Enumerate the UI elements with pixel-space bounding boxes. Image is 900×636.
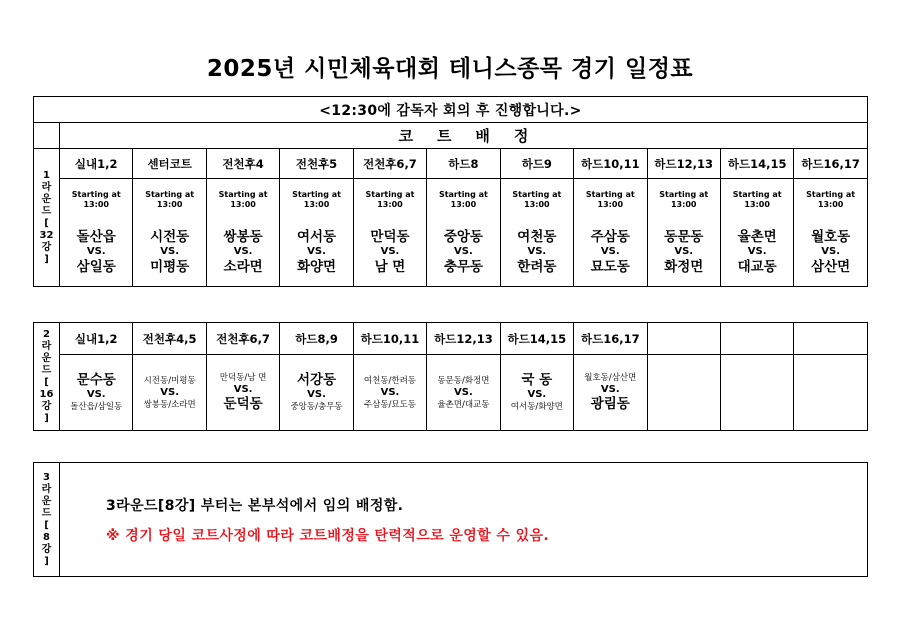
round2-court-name: 하드14,15 (500, 323, 573, 355)
vs-label: VS. (307, 245, 326, 257)
round2-match-slot (206, 355, 279, 431)
round1-match-slot (720, 179, 793, 287)
round2-label-char: 라 (41, 340, 52, 352)
round1-court-name: 센터코트 (133, 149, 206, 179)
round1-label-char: [ (44, 217, 49, 229)
team-a: 여천동/한려동 (363, 375, 417, 386)
start-label: Starting at (145, 189, 195, 199)
round2-court-name: 전천후4,5 (133, 323, 206, 355)
round1-match-slot (133, 179, 206, 287)
round1-label-char: 운 (41, 193, 52, 205)
start-time-value: 13:00 (156, 199, 183, 209)
round2-court-name: 하드12,13 (427, 323, 500, 355)
round1-court-name: 하드8 (427, 149, 500, 179)
round3-label-char: 3 (43, 471, 50, 483)
team-a: 서강동 (296, 372, 337, 388)
vs-label: VS. (454, 386, 473, 398)
team-a: 월호동 (811, 228, 851, 245)
round1-label-char: 32 (39, 229, 54, 241)
team-a: 돌산읍 (76, 228, 116, 245)
round1-court-name: 하드16,17 (794, 149, 868, 179)
notice-banner: <12:30에 감독자 회의 후 진행합니다.> (34, 97, 868, 123)
start-time-value: 13:00 (377, 199, 403, 209)
round2-match-slot (574, 355, 647, 431)
start-label: Starting at (585, 189, 635, 199)
round2-match-slot (720, 355, 793, 431)
team-a: 문수동 (76, 372, 116, 388)
team-a: 율촌면 (737, 228, 777, 245)
court-flexibility-warning: ※ 경기 당일 코트사정에 따라 코트배정을 탄력적으로 운영할 수 있음. (106, 527, 550, 544)
team-b: 묘도동 (590, 258, 630, 275)
team-a: 여서동 (296, 228, 337, 245)
start-label: Starting at (659, 189, 709, 199)
round1-match-slot (500, 179, 573, 287)
round2-court-name: 하드8,9 (280, 323, 353, 355)
round2-match-slot (500, 355, 573, 431)
round1-label-char: 드 (41, 205, 52, 217)
round2-label-char: 드 (41, 364, 52, 376)
team-b: 쌍봉동/소라면 (143, 399, 196, 410)
round1-court-name: 실내1,2 (60, 149, 133, 179)
start-time (649, 190, 719, 210)
round2-label-char: 강 (41, 400, 52, 412)
round1-court-row (34, 149, 868, 179)
team-b: 둔덕동 (223, 396, 263, 412)
team-b: 화양면 (296, 258, 337, 275)
team-b: 여서동/화양면 (510, 402, 563, 412)
start-label: Starting at (438, 189, 488, 199)
team-a: 동문동 (664, 228, 704, 245)
round2-match-slot (280, 355, 353, 431)
start-time (355, 190, 425, 210)
team-b: 돌산읍/삼일동 (70, 402, 123, 412)
start-time-value: 13:00 (597, 199, 624, 209)
round1-court-name: 전천후5 (280, 149, 353, 179)
round1-label-char: 강 (41, 241, 52, 253)
team-a: 월호동/삼산면 (584, 373, 637, 383)
vs-label: VS. (527, 245, 547, 257)
round2-court-name (794, 323, 867, 355)
start-time (134, 190, 204, 210)
team-b: 삼산면 (811, 258, 851, 275)
round1-label (34, 149, 60, 287)
team-a: 만덕동/남 면 (219, 373, 267, 383)
vs-label: VS. (600, 245, 620, 257)
vs-label: VS. (821, 245, 840, 257)
round2-court-name: 전천후6,7 (206, 323, 279, 355)
vs-label: VS. (86, 245, 106, 257)
team-b: 대교동 (737, 258, 777, 275)
round3-label-char: 드 (41, 507, 52, 519)
team-b: 충무동 (443, 258, 483, 275)
team-a: 동문동/화정면 (437, 375, 490, 386)
start-label: Starting at (806, 189, 856, 199)
page-title: 2025년 시민체육대회 테니스종목 경기 일정표 (206, 56, 694, 82)
round2-label-char: ] (44, 412, 49, 424)
team-b: 화정면 (664, 258, 704, 275)
round3-label-char: 8 (43, 531, 50, 543)
round2-schedule-table (33, 322, 868, 431)
round2-match-slot (427, 355, 500, 431)
vs-label: VS. (160, 245, 180, 257)
team-a: 만덕동 (370, 228, 410, 245)
team-a: 시전동/미평동 (143, 375, 196, 386)
court-assignment-header: 코트배정 (60, 123, 868, 149)
round1-match-slot (280, 179, 353, 287)
round2-label-char: 운 (41, 352, 52, 364)
vs-label: VS. (307, 389, 326, 400)
round1-label-char: 1 (43, 169, 50, 181)
vs-label: VS. (380, 245, 400, 257)
team-a: 여천동 (517, 228, 557, 245)
team-b: 중앙동/충무동 (290, 402, 343, 412)
round2-court-name: 하드16,17 (574, 323, 647, 355)
start-time-value: 13:00 (524, 199, 550, 209)
round1-court-name: 하드10,11 (574, 149, 647, 179)
team-a: 중앙동 (443, 228, 483, 245)
start-label: Starting at (365, 189, 415, 199)
start-time-value: 13:00 (83, 199, 109, 209)
round3-schedule-table (33, 462, 868, 577)
team-b: 삼일동 (76, 258, 116, 275)
round1-label-char: ] (44, 253, 49, 265)
round3-label-char: [ (44, 519, 49, 531)
round2-court-name: 하드10,11 (353, 323, 426, 355)
vs-label: VS. (674, 245, 694, 257)
round3-info-cell (60, 463, 868, 577)
vs-label: VS. (454, 245, 473, 257)
vs-label: VS. (600, 384, 620, 395)
start-label: Starting at (512, 189, 562, 199)
start-label: Starting at (71, 189, 121, 199)
team-a: 주삼동 (590, 228, 630, 245)
start-time (575, 190, 645, 210)
start-time-value: 13:00 (230, 199, 256, 209)
round3-label-char: 운 (41, 495, 52, 507)
round1-match-slot (206, 179, 279, 287)
round3-label-char: 강 (41, 543, 52, 555)
round1-match-slot (60, 179, 133, 287)
start-time-value: 13:00 (450, 199, 477, 209)
round1-match-slot (353, 179, 426, 287)
round1-match-slot (574, 179, 647, 287)
round1-court-name: 전천후6,7 (353, 149, 426, 179)
start-time (61, 190, 131, 210)
team-b: 한려동 (517, 258, 557, 275)
round1-schedule-table (33, 96, 868, 287)
round2-label-char: 2 (43, 328, 50, 340)
start-time (281, 190, 351, 210)
start-time (502, 190, 572, 210)
team-b: 소라면 (223, 258, 263, 275)
round1-court-name: 하드9 (500, 149, 573, 179)
start-time-value: 13:00 (670, 199, 697, 209)
start-label: Starting at (292, 189, 341, 199)
round1-match-slot (794, 179, 868, 287)
round2-match-slot (133, 355, 206, 431)
blank-corner (34, 123, 60, 149)
round1-match-slot (647, 179, 720, 287)
vs-label: VS. (160, 386, 180, 398)
vs-label: VS. (380, 386, 400, 398)
vs-label: VS. (233, 245, 253, 257)
team-b: 남 면 (374, 258, 406, 275)
round2-court-name: 실내1,2 (60, 323, 133, 355)
round3-label-char: ] (44, 555, 49, 567)
round2-match-row (34, 355, 868, 431)
vs-label: VS. (233, 384, 253, 395)
round1-court-name: 하드14,15 (720, 149, 793, 179)
round2-court-row (34, 323, 868, 355)
round3-label (34, 463, 60, 577)
vs-label: VS. (527, 389, 547, 400)
round2-label-char: 16 (39, 388, 54, 400)
team-a: 시전동 (150, 228, 190, 245)
round1-match-slot (427, 179, 500, 287)
round2-match-slot (60, 355, 133, 431)
start-time (795, 190, 866, 210)
round2-match-slot (353, 355, 426, 431)
team-a: 쌍봉동 (223, 228, 263, 245)
round2-label-char: [ (44, 376, 49, 388)
team-b: 율촌면/대교동 (437, 399, 490, 410)
round2-match-slot (794, 355, 867, 431)
team-a: 국 동 (521, 372, 553, 388)
start-time (208, 190, 278, 210)
start-time-value: 13:00 (744, 199, 770, 209)
round1-court-name: 하드12,13 (647, 149, 720, 179)
round3-assignment-note: 3라운드[8강] 부터는 본부석에서 임의 배정함. (106, 497, 404, 514)
start-label: Starting at (218, 189, 268, 199)
start-time (428, 190, 498, 210)
round2-match-slot (647, 355, 720, 431)
start-label: Starting at (732, 189, 782, 199)
round2-label (34, 323, 60, 431)
round1-match-row (34, 179, 868, 287)
start-time-value: 13:00 (817, 199, 844, 209)
team-b: 미평동 (150, 258, 190, 275)
round1-court-name: 전천후4 (206, 149, 279, 179)
vs-label: VS. (747, 245, 767, 257)
round1-label-char: 라 (41, 181, 52, 193)
vs-label: VS. (86, 389, 106, 400)
start-time-value: 13:00 (303, 199, 330, 209)
round3-label-char: 라 (41, 483, 52, 495)
team-b: 광림동 (590, 396, 630, 412)
team-b: 주삼동/묘도동 (363, 399, 417, 410)
start-time (722, 190, 792, 210)
round2-court-name (647, 323, 720, 355)
round2-court-name (720, 323, 793, 355)
